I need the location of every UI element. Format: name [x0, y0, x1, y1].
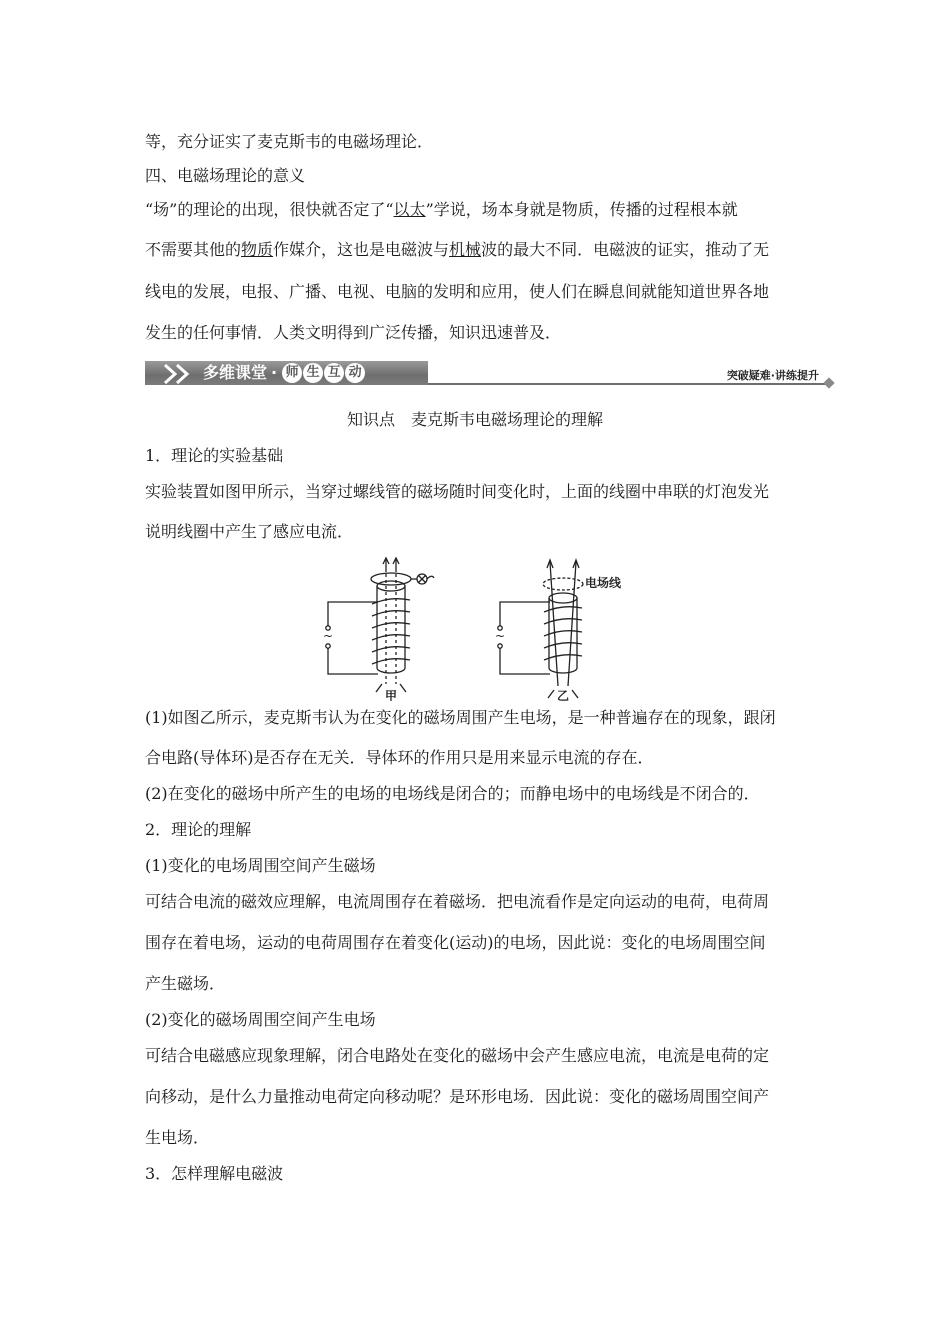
banner-rule: [428, 383, 828, 385]
figure-label-jia: 甲: [384, 689, 398, 701]
banner-title: [203, 362, 365, 384]
paragraph-line: [145, 1128, 209, 1148]
banner-circle-char: 师: [282, 363, 302, 383]
text: 生电场．: [145, 1128, 210, 1147]
paragraph-line: [145, 933, 766, 953]
text: 发生的任何事情．人类文明得到广泛传播，知识迅速普及．: [145, 323, 562, 342]
text: 波的最大不同．电磁波的证实，推动了无: [481, 240, 770, 259]
text: “场”的理论的出现，很快就否定了“: [145, 200, 394, 219]
banner-circle-char: 生: [303, 363, 323, 383]
text: 四、电磁场理论的意义: [145, 166, 306, 185]
text: 线电的发展，电报、广播、电视、电脑的发明和应用，使人们在瞬息间就能知道世界各地: [145, 282, 770, 301]
ac-symbol: ~: [322, 629, 334, 643]
text: 等，充分证实了麦克斯韦的电磁场理论．: [145, 132, 434, 151]
underlined-term: 以太: [393, 200, 426, 219]
text: 实验装置如图甲所示，当穿过螺线管的磁场随时间变化时，上面的线圈中串联的灯泡发光: [145, 482, 770, 501]
subheading: [145, 446, 283, 466]
text: (1)如图乙所示，麦克斯韦认为在变化的磁场周围产生电场，是一种普遍存在的现象，跟闭: [145, 708, 776, 727]
diamond-icon: [823, 377, 834, 388]
paragraph-line: [145, 748, 654, 768]
banner-subtitle: 突破疑难·讲练提升: [726, 369, 819, 382]
section-title: 知识点 麦克斯韦电磁场理论的理解: [346, 410, 603, 429]
text: 说明线圈中产生了感应电流．: [145, 522, 354, 541]
subheading: [145, 856, 376, 876]
text: 产生磁场．: [145, 974, 226, 993]
text: 3．怎样理解电磁波: [145, 1164, 284, 1183]
text: 向移动，是什么力量推动电荷定向移动呢？是环形电场．因此说：变化的磁场周围空间产: [145, 1087, 770, 1106]
ac-symbol: ~: [494, 629, 506, 643]
paragraph-line: [145, 522, 353, 542]
paragraph-line: [145, 132, 433, 152]
paragraph-line: [145, 282, 769, 302]
text: 1．理论的实验基础: [145, 446, 284, 465]
paragraph-line: [145, 892, 769, 912]
subheading: [145, 1164, 283, 1184]
diagram-yi: [498, 560, 583, 698]
figure-label-yi: 乙: [556, 689, 570, 701]
subheading: [145, 1010, 376, 1030]
text: (1)变化的电场周围空间产生磁场: [145, 856, 376, 875]
text: 2．理论的理解: [145, 820, 252, 839]
subheading: [145, 820, 251, 840]
underlined-term: 机械: [449, 240, 482, 259]
paragraph-line: [145, 1046, 769, 1066]
banner-dot: ·: [271, 363, 278, 382]
text: 合电路(导体环)是否存在无关．导体环的作用只是用来显示电流的存在．: [145, 748, 654, 767]
paragraph-line: [145, 974, 225, 994]
banner-title-text: 多维课堂: [203, 363, 268, 382]
text: 可结合电流的磁效应理解，电流周围存在着磁场．把电流看作是定向运动的电荷，电荷周: [145, 892, 770, 911]
diagram-jia: [326, 558, 434, 692]
section-banner: [145, 361, 835, 387]
solenoid-figure: [320, 556, 640, 701]
heading-significance: [145, 166, 305, 186]
text: (2)变化的磁场周围空间产生电场: [145, 1010, 376, 1029]
double-chevron-icon: [159, 363, 199, 385]
paragraph-line: [145, 482, 769, 502]
text: (2)在变化的磁场中所产生的电场的电场线是闭合的；而静电场中的电场线是不闭合的．: [145, 784, 760, 803]
paragraph-line: [145, 708, 776, 728]
paragraph-line: [145, 1087, 769, 1107]
text: 作媒介，这也是电磁波与: [273, 240, 450, 259]
text: 不需要其他的: [145, 240, 242, 259]
paragraph-line: [145, 240, 769, 260]
underlined-term: 物质: [241, 240, 274, 259]
paragraph-line: [145, 200, 738, 220]
text: 围存在着电场，运动的电荷周围存在着变化(运动)的电场，因此说：变化的电场周围空间: [145, 933, 766, 952]
field-line-label: 电场线: [585, 576, 622, 590]
paragraph-line: [145, 323, 561, 343]
text: 可结合电磁感应现象理解，闭合电路处在变化的磁场中会产生感应电流，电流是电荷的定: [145, 1046, 770, 1065]
banner-circle-char: 动: [345, 363, 365, 383]
paragraph-line: [145, 784, 760, 804]
text: ”学说，场本身就是物质，传播的过程根本就: [425, 200, 738, 219]
banner-circle-char: 互: [324, 363, 344, 383]
